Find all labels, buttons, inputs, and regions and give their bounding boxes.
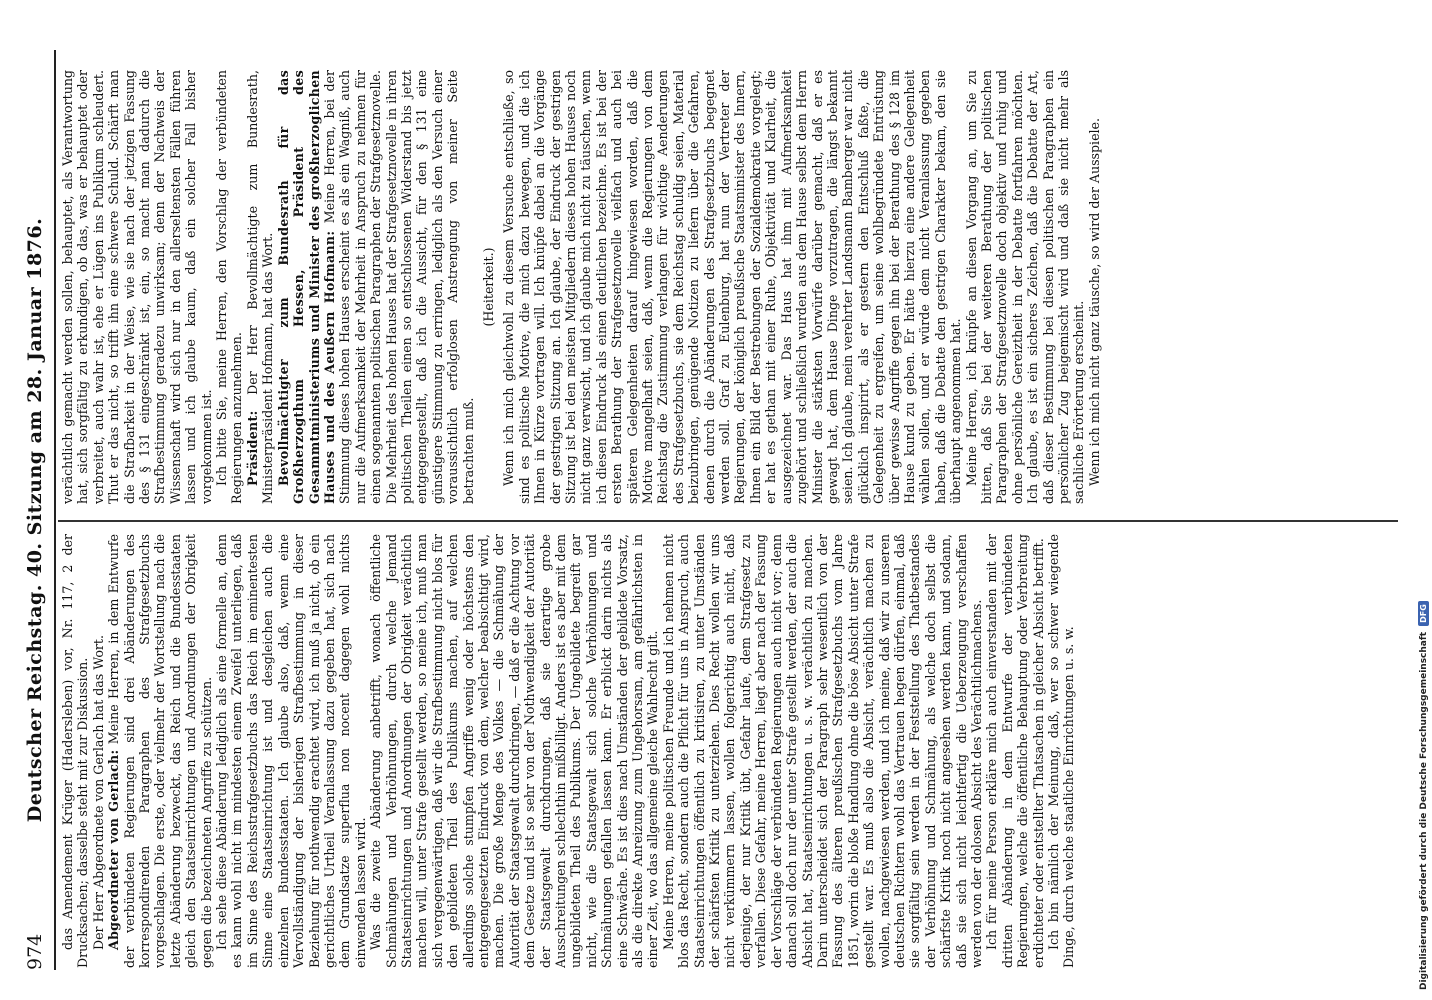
paragraph-text: Was die zweite Abänderung anbetrifft, wonach öffentliche Schmähungen und Verhöhnungen, durch welche Jemand Staatseinrichtungen und Anordnungen der Obrigkeit verächtlich machen will, unter Strafe gestellt werden, so meine ich, muß man sich vergegenwärtigen, daß wir die Strafbestimmung nicht blos für den gebildeten Theil des Publikums machen, auf welchen allerdings solche stumpfen Angriffe wenig oder höchstens den entgegengesetzten Eindruck von dem, welcher beabsichtigt wird, machen. Die große Menge des Volkes — die Schmähung der Autorität der Staatsgewalt durchdringen, — daß er die Achtung vor dem Gesetze und ist so sehr von der Nothwendigkeit der Autorität der Staatsgewalt durchdrungen, daß sie derartige grobe Ausschreitungen schlechthin mißbilligt. Anders ist es aber mit dem ungebildeten Theil des Publikums. Der Ungebildete begreift gar nicht, wie die Staatsgewalt sich solche Verhöhnungen und Schmähungen gefallen lassen kann. Er erblickt darin nichts als eine Schwäche. Es ist dies nach Umständen der gebildete Vorsatz, als die direkte Anreizung zum Ungehorsam, am gefährlichsten in einer Zeit, wo das allgemeine gleiche Wahlrecht gilt.: [368, 534, 661, 968]
paragraph: [91, 534, 106, 968]
right-column: [60, 70, 1405, 504]
paragraph: [214, 534, 368, 968]
paragraph: [368, 534, 661, 968]
paragraph: [964, 70, 1087, 504]
paragraph-text: das Amendement Krüger (Hadersleben) vor, Nr. 117, 2 der Drucksachen; dasselbe steht mit zur Diskussion.: [60, 534, 91, 968]
paragraph: [214, 70, 245, 504]
paragraph-text: Ich bitte Sie, meine Herren, den Vorschlag der verbündeten Regierungen anzunehmen.: [214, 70, 245, 504]
paragraph: [106, 534, 214, 968]
paragraph-text: Meine Herren, ich knüpfe an diesen Vorgang an, um Sie zu bitten, daß Sie bei der weiteren Berathung der politischen Paragraphen der Strafgesetznovelle doch objektiv und ruhig und ohne persönliche Gereiztheit in der Debatte fortfahren möchten. Ich glaube, es ist ein sicheres Zeichen, daß die Debatte der Art, daß dieser Bestimmung bei diesen politischen Paragraphen ein persönlicher Zug beigemischt wird und daß sie nicht mehr als sachliche Erörterung erscheint.: [963, 70, 1087, 504]
paragraph-text: (Heiterkeit.): [480, 247, 496, 327]
paragraph: [1087, 70, 1102, 504]
paragraph-text: Meine Herren, bei der Stimmung dieses hohen Hauses erscheint es als ein Wagniß, auch nur die Aufmerksamkeit der Mehrheit in Anspruch zu nehmen für einen sogenannten politischen Paragraphen der Strafgesetznovelle. Die Mehrheit des hohen Hauses hat der Strafgesetznovelle in ihren politischen Theilen einen so entschlossenen Widerstand bis jetzt entgegengestellt, daß ich die Aussicht, für den § 131 eine günstigere Stimmung zu erringen, lediglich als den Versuch einer voraussichtlich erfolglosen Anstrengung von meiner Seite betrachten muß.: [321, 70, 476, 504]
left-column: [60, 534, 1405, 968]
paragraph-text: Meine Herren, meine politischen Freunde und ich nehmen nicht blos das Recht, sondern auch die Pflicht für uns in Anspruch, auch Staatseinrichtungen öffentlich zu kritisiren, zu unter Umständen der schärfsten Kritik zu unterziehen. Dies Recht wollen wir uns nicht verkümmern lassen, wollen folgerichtig auch nicht, daß derjenige, der nur Kritik übt, Gefahr laufe, dem Strafgesetz zu verfallen. Diese Gefahr, meine Herren, liegt aber nach der Fassung der Vorschläge der verbündeten Regierungen auch nicht vor; denn danach soll doch nur der unter Strafe gestellt werden, der auch die Absicht hat, Staatseinrichtungen u. s. w. verächtlich zu machen. Darin unterscheidet sich der Paragraph sehr wesentlich von der Fassung des älteren preußischen Strafgesetzbuchs vom Jahre 1851, worin die bloße Handlung ohne die böse Absicht unter Strafe gestellt war. Es muß also die Absicht, verächtlich machen zu wollen, nachgewiesen werden, und ich meine, daß wir zu unseren deutschen Richtern wohl das Vertrauen hegen dürfen, einmal, daß sie sorgfältig sein werden in der Feststellung des Thatbestandes der Verhöhnung und Schmähung, als welche doch selbst die schärfste Kritik noch nicht angesehen werden kann, und sodann, daß sie sich nicht leichtfertig die Ueberzeugung verschaffen werden von der dolosen Absicht des Verächtlichmachens.: [660, 534, 984, 968]
page-header: [24, 70, 50, 970]
header-rule: [54, 50, 56, 970]
speaker-name: Abgeordneter von Gerlach:: [106, 749, 122, 950]
digitization-credit: [1418, 0, 1429, 990]
paragraph-text: Ich für meine Person erkläre mich auch einverstanden mit der dritten Abänderung in dem Entwurfe der verbündeten Regierungen, welche die öffentliche Behauptung oder Verbreitung erdichteter oder entstellter Thatsachen in gleicher Absicht betrifft.: [984, 534, 1046, 968]
paragraph: [501, 70, 963, 504]
dfg-logo: DFG: [1418, 601, 1429, 626]
paragraph-text: Wenn ich mich nicht ganz täusche, so wird der Ausspiele.: [1086, 117, 1102, 486]
paragraph: [245, 70, 276, 504]
paragraph: [1046, 534, 1077, 968]
credit-text: Digitalisierung gefördert durch die Deutsche Forschungsgemeinschaft: [1419, 631, 1429, 990]
paragraph-text: Wenn ich mich gleichwohl zu diesem Versuche entschließe, so sind es politische Motive, die mich dazu bewegen, und die ich Ihnen in Kürze vortragen will. Ich knüpfe dabei an die Vorgänge der gestrigen Sitzung an. Ich glaube, der Eindruck der gestrigen Sitzung ist bei den meisten Mitgliedern dieses hohen Hauses noch nicht ganz verwischt, und ich glaube mich nicht zu täuschen, wenn ich diesen Eindruck als einen deutlichen bezeichne. Es ist bei der ersten Berathung der Strafgesetznovelle vielfach und auch bei späteren Gelegenheiten darauf hingewiesen worden, daß die Motive mangelhaft seien, daß, wenn die Regierungen von dem Reichstag die Zustimmung verlangen für wichtige Aenderungen des Strafgesetzbuchs, sie dem Reichstag schuldig seien, Material beizubringen, genügende Notizen zu liefern über die Gefahren, denen durch die Abänderungen des Strafgesetzbuchs begegnet werden soll. Graf zu Eulenburg, hat nun der Vertreter der Regierungen, der königlich preußische Staatsminister des Innern, Ihnen ein Bild der Bestrebungen der Sozialdemokratie vorgelegt; er hat es gethan mit einer Ruhe, Objektivität und Klarheit, die ausgezeichnet war. Das Haus hat ihm mit Aufmerksamkeit zugehört und schließlich wurden aus dem Hause selbst dem Herrn Minister die stärksten Vorwürfe darüber gemacht, daß er es gewagt hat, dem Hause Dinge vorzutragen, die längst bekannt seien. Ich glaube, mein verehrter Landsmann Bamberger war nicht glücklich inspirirt, als er gestern den Entschluß faßte, die Gelegenheit zu ergreifen, um seine wohlbegründete Entrüstung über gewisse Angriffe gegen ihn bei der Berathung des § 128 im Hause kund zu geben. Er hätte hierzu eine andere Gelegenheit wählen sollen, und er würde dem nicht Veranlassung gegeben haben, daß die Debatte den gestrigen Charakter bekam, den sie überhaupt angenommen hat.: [501, 70, 964, 504]
paragraph: [984, 534, 1046, 968]
paragraph-text: Der Herr Abgeordnete von Gerlach hat das Wort.: [90, 635, 106, 950]
page-title: Deutscher Reichstag. 40. Sitzung am 28. Januar 1876.: [24, 217, 46, 823]
paragraph-text: Meine Herren, in dem Entwurfe der verbündeten Regierungen sind drei Abänderungen des korrespondirenden Paragraphen des Strafgesetzbuchs vorgeschlagen. Die erste, oder vielmehr der Wortstellung nach die letzte Abänderung bezweckt, das Reich und die Bundesstaaten gleich den Staatseinrichtungen und Anordnungen der Obrigkeit gegen die bezeichneten Angriffe zu schützen.: [106, 534, 214, 968]
page-number: 974: [24, 933, 46, 970]
paragraph-text: Ich sehe diese Abänderung lediglich als eine formelle an, denn es kann wohl nicht im mindesten einem Zweifel unterliegen, daß im Sinne des Reichsstrafgesetzbuchs das Reich im eminentesten Sinne eine Staatseinrichtung ist und desgleichen auch die einzelnen Bundesstaaten. Ich glaube also, daß, wenn eine Vervollständigung der bisherigen Strafbestimmung in dieser Beziehung für nothwendig erachtet wird, ich muß ja nicht, ob ein gerichtliches Urtheil Veranlassung dazu gegeben hat, sich nach dem Grundsatze superflua non nocent dagegen wohl nichts einwenden lassen wird.: [214, 534, 368, 968]
column-divider: [58, 521, 1398, 523]
paragraph: [661, 534, 985, 968]
paragraph: [60, 70, 214, 504]
paragraph-text: Der Herr Bevollmächtigte zum Bundesrath, Ministerpräsident Hofmann, hat das Wort.: [244, 70, 276, 504]
paragraph: [60, 534, 91, 968]
speaker-name: Bevollmächtigter zum Bundesrath für das Großherzogthum Hessen, Präsident des Gesammtministeriums und Minister des großherzoglichen Hauses und des Aeußern Hofmann:: [275, 70, 337, 504]
paragraph-text: Ich bin nämlich der Meinung, daß, wer so schwer wiegende Dinge, durch welche staatliche Einrichtungen u. s. w.: [1046, 534, 1077, 968]
speaker-name: Präsident:: [244, 410, 260, 486]
paragraph-text: verächtlich gemacht werden sollen, behauptet, als Verantwortung hat, sich sorgfältig zu erkundigen, ob das, was er behauptet oder verbreitet, auch wahr ist, ehe er Lügen ins Publikum schleudert. Thut er das nicht, so trifft ihn eine schwere Schuld. Schärft man die Strafbarkeit in der Weise, wie sie nach der jetzigen Fassung des § 131 eingeschränkt ist, ein, so macht man dadurch die Strafbestimmung geradezu unwirksam; denn der Nachweis der Wissenschaft wird sich nur in den allerseltensten Fällen führen lassen und ich glaube kaum, daß ein solcher Fall bisher vorgekommen ist.: [60, 70, 214, 504]
paragraph: [276, 70, 476, 504]
paragraph: [481, 70, 496, 504]
